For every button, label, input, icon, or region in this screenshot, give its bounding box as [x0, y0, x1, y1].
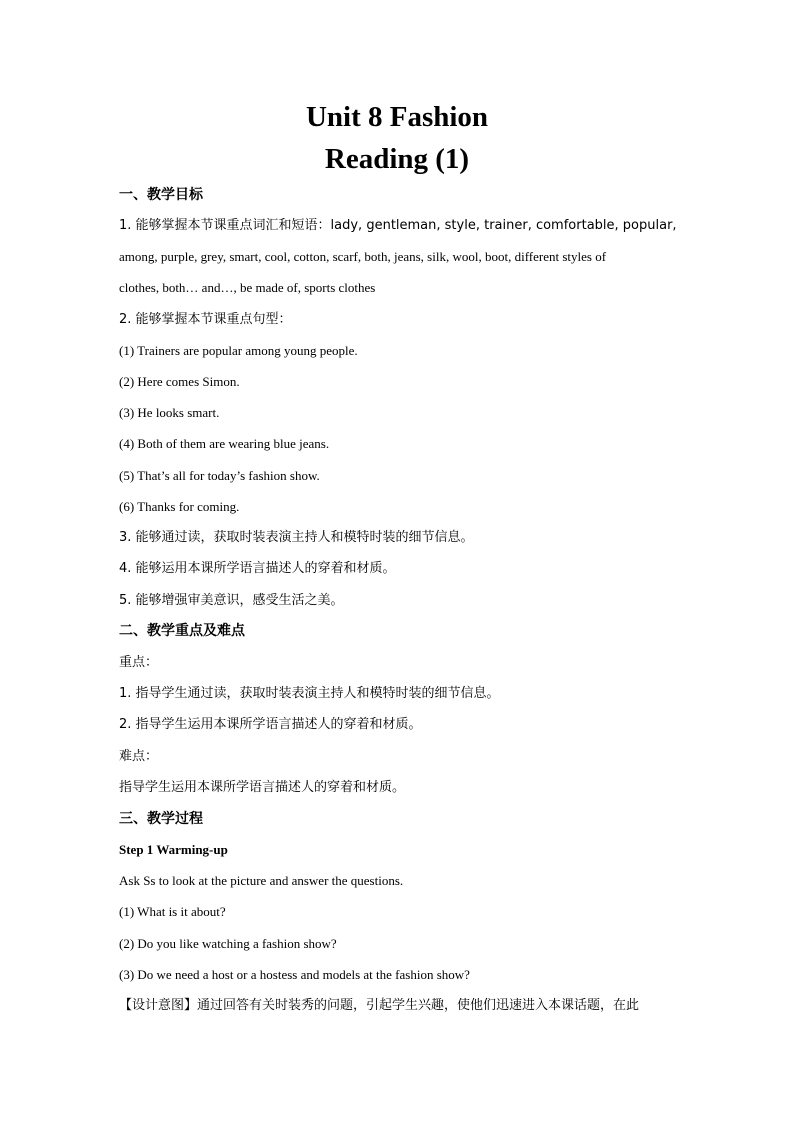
objective-4: 4. 能够运用本课所学语言描述人的穿着和材质。 — [119, 561, 396, 576]
key-points-label: 重点： — [119, 655, 159, 670]
key-sentence: (4) Both of them are wearing blue jeans. — [119, 436, 330, 451]
warmup-question: (3) Do we need a host or a hostess and models at the fashion show? — [119, 967, 470, 982]
objective-1-line-2: among, purple, grey, smart, cool, cotton, scarf, both, jeans, silk, wool, boot, different styles of — [119, 249, 607, 264]
key-sentence: (2) Here comes Simon. — [119, 374, 240, 389]
key-sentence: (6) Thanks for coming. — [119, 499, 240, 514]
warmup-question: (1) What is it about? — [119, 904, 226, 919]
document-title: Unit 8 Fashion — [305, 101, 489, 133]
key-sentence: (5) That’s all for today’s fashion show. — [119, 468, 320, 483]
key-sentence: (3) He looks smart. — [119, 405, 220, 420]
objective-5: 5. 能够增强审美意识，感受生活之美。 — [119, 593, 344, 608]
section-heading-objectives: 一、教学目标 — [119, 187, 203, 203]
key-sentence: (1) Trainers are popular among young people. — [119, 343, 358, 358]
difficult-points-label: 难点： — [119, 749, 159, 764]
section-heading-key-points: 二、教学重点及难点 — [119, 623, 245, 639]
objective-1-line-1: 1. 能够掌握本节课重点词汇和短语：lady, gentleman, style, trainer, comfortable, popular, — [119, 218, 677, 233]
step-1-title: Step 1 Warming-up — [119, 842, 228, 857]
design-intent: 【设计意图】通过回答有关时装秀的问题，引起学生兴趣，使他们迅速进入本课话题，在此 — [119, 998, 640, 1013]
objective-1-line-3: clothes, both… and…, be made of, sports clothes — [119, 280, 376, 295]
section-heading-process: 三、教学过程 — [119, 811, 203, 827]
document-subtitle: Reading (1) — [324, 143, 470, 175]
warmup-question: (2) Do you like watching a fashion show? — [119, 936, 337, 951]
step-1-instruction: Ask Ss to look at the picture and answer the questions. — [119, 873, 404, 888]
objective-2: 2. 能够掌握本节课重点句型： — [119, 312, 292, 327]
key-point-2: 2. 指导学生运用本课所学语言描述人的穿着和材质。 — [119, 717, 422, 732]
difficult-point-1: 指导学生运用本课所学语言描述人的穿着和材质。 — [119, 780, 406, 795]
key-point-1: 1. 指导学生通过读，获取时装表演主持人和模特时装的细节信息。 — [119, 686, 500, 701]
objective-3: 3. 能够通过读，获取时装表演主持人和模特时装的细节信息。 — [119, 530, 474, 545]
